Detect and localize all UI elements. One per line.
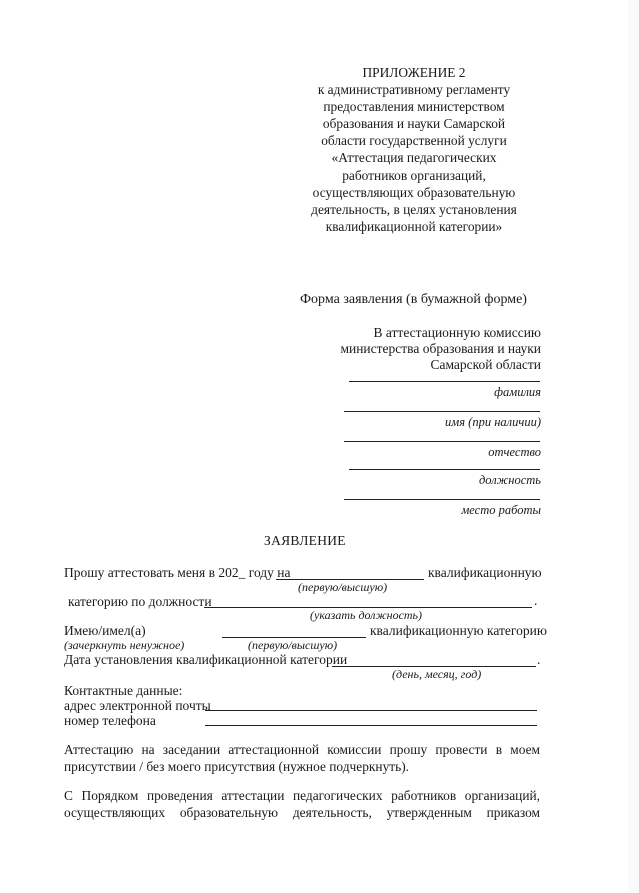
name-label: имя (при наличии)	[445, 415, 541, 429]
paragraph-attestation-line: присутствии / без моего присутствия (нужное подчеркнуть).	[64, 759, 410, 774]
email-label: адрес электронной почты	[64, 698, 211, 713]
appendix-line: к административному регламенту	[317, 82, 511, 98]
workplace-label: место работы	[461, 503, 541, 517]
position-label: должность	[478, 473, 541, 487]
request-suffix: квалификационную	[428, 565, 542, 580]
patronymic-label: отчество	[488, 445, 541, 459]
email-field[interactable]	[205, 710, 537, 711]
workplace-field[interactable]	[344, 499, 540, 500]
phone-field[interactable]	[205, 725, 537, 726]
hint-date: (день, месяц, год)	[392, 667, 482, 681]
hint-position: (указать должность)	[310, 608, 423, 622]
phone-label: номер телефона	[64, 713, 156, 728]
appendix-line: образования и науки Самарской	[322, 116, 506, 132]
appendix-line: осуществляющих образовательную	[312, 184, 516, 200]
appendix-line: предоставления министерством	[323, 99, 505, 115]
statement-heading: ЗАЯВЛЕНИЕ	[264, 533, 346, 548]
dot: .	[534, 593, 538, 608]
date-established-label: Дата установления квалификационной категории	[64, 652, 348, 667]
appendix-line: квалификационной категории»	[325, 218, 503, 234]
recipient-line: В аттестационную комиссию	[373, 325, 541, 340]
position-field[interactable]	[349, 469, 540, 470]
appendix-title: ПРИЛОЖЕНИЕ 2	[362, 65, 466, 80]
hint-first-highest: (первую/высшую)	[298, 580, 388, 594]
recipient-line: Самарской области	[430, 357, 541, 372]
surname-label: фамилия	[494, 385, 541, 399]
patronymic-field[interactable]	[344, 441, 540, 442]
paragraph-procedure-line: осуществляющих образовательную деятельность, утвержденным приказом	[64, 805, 540, 820]
paragraph-attestation-line: Аттестацию на заседании аттестационной комиссии прошу провести в моем	[64, 742, 540, 757]
contacts-label: Контактные данные:	[64, 683, 183, 698]
qualification-category-label: квалификационную категорию	[370, 623, 547, 638]
recipient-line: министерства образования и науки	[340, 341, 541, 356]
request-prefix: Прошу аттестовать меня в 202_ году на	[64, 565, 291, 580]
appendix-header	[290, 64, 538, 235]
appendix-line: деятельность, в целях установления	[311, 201, 517, 217]
surname-field[interactable]	[349, 381, 540, 382]
paragraph-procedure-line: С Порядком проведения аттестации педагогических работников организаций,	[64, 788, 540, 803]
hint-first-highest-2: (первую/высшую)	[248, 638, 338, 652]
appendix-line: области государственной услуги	[321, 133, 507, 149]
dot: .	[537, 652, 541, 667]
form-title: Форма заявления (в бумажной форме)	[300, 292, 527, 307]
name-field[interactable]	[344, 411, 540, 412]
appendix-line: «Аттестация педагогических	[331, 150, 497, 166]
hint-cross-out: (зачеркнуть ненужное)	[64, 638, 185, 652]
appendix-line: работников организаций,	[342, 167, 486, 183]
category-by-position-label: категорию по должности	[68, 594, 212, 609]
scan-edge-shadow	[628, 0, 639, 893]
had-have-label: Имею/имел(а)	[64, 623, 146, 638]
